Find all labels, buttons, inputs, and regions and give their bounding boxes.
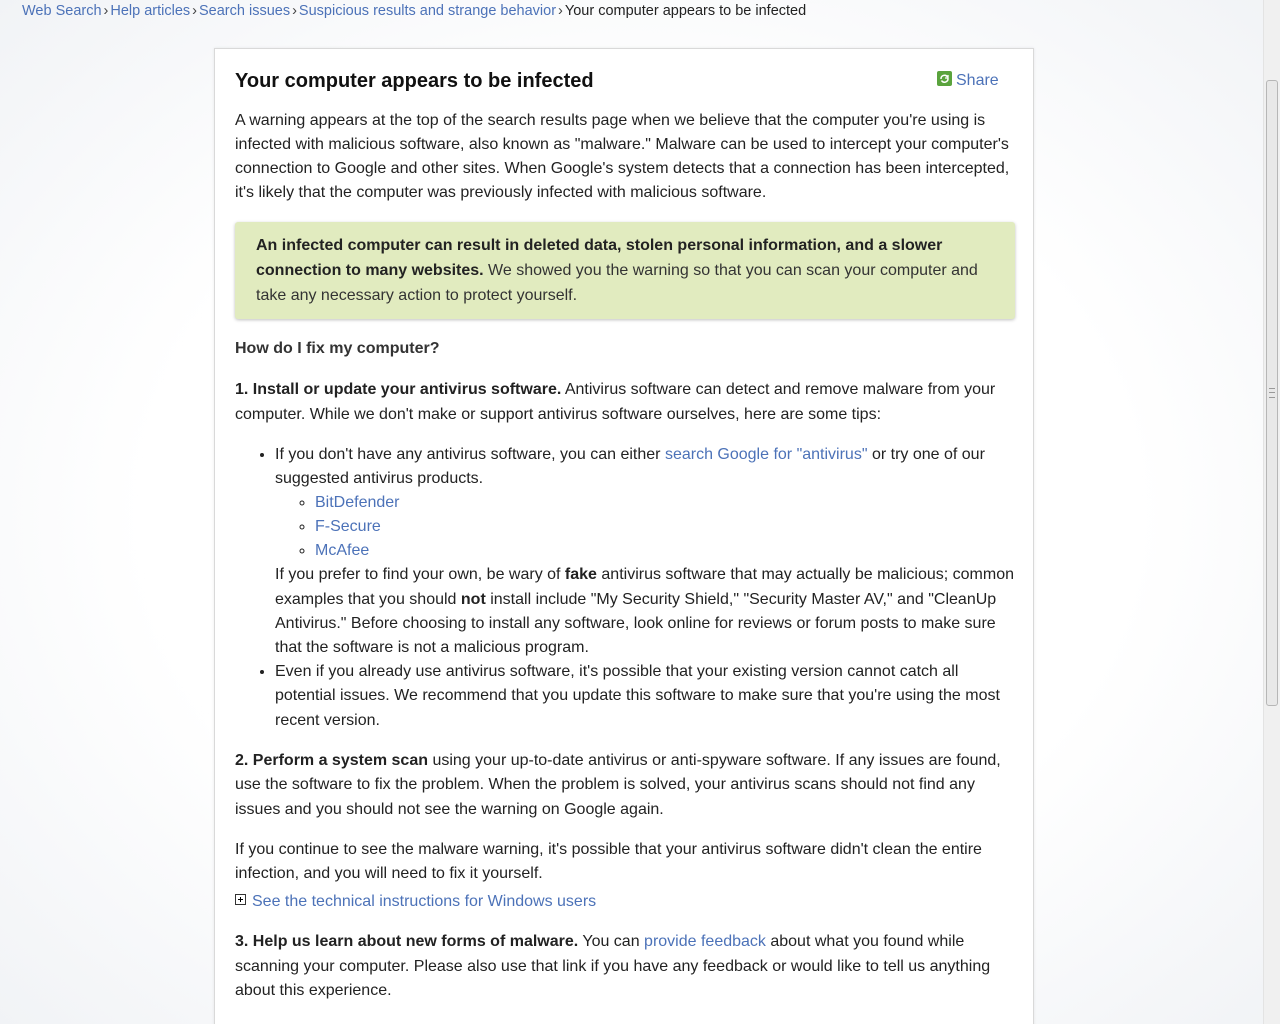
breadcrumb-link-suspicious-results[interactable]: Suspicious results and strange behavior bbox=[298, 3, 557, 19]
article-card bbox=[214, 48, 1034, 1024]
f-secure-link[interactable]: F-Secure bbox=[315, 518, 381, 536]
step-3-paragraph bbox=[235, 930, 1015, 1004]
intro-paragraph: A warning appears at the top of the search results page when we believe that the computer you're using is infected with malicious software, also known as "malware." Malware can be used to intercept your computer's connection to Google and other sites. When Google's system detects that a connection has been intercepted, it's likely that the computer was previously infected with malicious software. bbox=[235, 112, 1010, 201]
list-item: • Even if you already use antivirus software, it's possible that your existing version cannot catch all potential issues. We recommend that you update this software to make sure that you're using the most recent version. bbox=[275, 660, 1015, 733]
article-content bbox=[235, 109, 1015, 1020]
provide-feedback-link[interactable]: provide feedback bbox=[644, 933, 766, 951]
breadcrumb-separator: › bbox=[103, 3, 109, 19]
scrollbar-grip-icon bbox=[1269, 388, 1275, 398]
step-1-title: 1. Install or update your antivirus software. bbox=[235, 381, 562, 398]
step-3-post: about what you found while scanning your computer. Please also use that link if you have any feedback or would like to tell us anything about this experience. bbox=[235, 933, 991, 1000]
vertical-scrollbar[interactable] bbox=[1263, 0, 1280, 1024]
continue-paragraph: If you continue to see the malware warning, it's possible that your antivirus software didn't clean the entire infection, and you will need to fix it yourself. bbox=[235, 841, 982, 883]
step-3-pre: You can bbox=[578, 933, 645, 951]
fake-warning-text: If you prefer to find your own, be wary of bbox=[275, 566, 565, 584]
scrollbar-thumb[interactable] bbox=[1266, 80, 1278, 706]
step-1-paragraph bbox=[235, 378, 1015, 427]
step-3-title: 3. Help us learn about new forms of malware. bbox=[235, 933, 579, 951]
callout-bold-text: An infected computer can result in deleted data, stolen personal information, and a slower connection to many websites. bbox=[256, 237, 943, 279]
step-2-text: using your up-to-date antivirus or anti-spyware software. If any issues are found, use the software to fix the problem. When the problem is solved, your antivirus scans should not find any issues and you should not see the warning on Google again. bbox=[235, 751, 1001, 818]
expander-label: See the technical instructions for Windows users bbox=[252, 893, 597, 911]
search-antivirus-link[interactable]: search Google for "antivirus" bbox=[664, 446, 868, 463]
windows-instructions-expander[interactable] bbox=[235, 890, 1015, 914]
fake-warning-text: install include "My Security Shield," "Security Master AV," and "CleanUp Antivirus." Before choosing to install any software, look online for reviews or forum posts to make sure that the software is not a malicious program. bbox=[275, 590, 997, 657]
breadcrumb-link-web-search[interactable]: Web Search bbox=[22, 3, 102, 19]
breadcrumb-current: Your computer appears to be infected bbox=[564, 3, 807, 19]
breadcrumb-separator: › bbox=[192, 3, 197, 19]
page-title: Your computer appears to be infected bbox=[235, 70, 594, 92]
bullet-1-pre: If you don't have any antivirus software, you can either bbox=[275, 446, 665, 463]
share-icon bbox=[937, 71, 952, 86]
list-item bbox=[315, 539, 1015, 563]
warning-callout bbox=[235, 222, 1015, 319]
share-button[interactable] bbox=[937, 72, 999, 90]
step-2-title: 2. Perform a system scan bbox=[235, 751, 428, 769]
fake-bold: fake bbox=[564, 566, 597, 584]
fake-warning-text: antivirus software that may actually be malicious; common examples that you should bbox=[275, 566, 1015, 608]
tips-list bbox=[235, 443, 1015, 733]
antivirus-products-list bbox=[275, 491, 1015, 563]
bitdefender-link[interactable]: BitDefender bbox=[315, 494, 400, 512]
breadcrumb-separator: › bbox=[558, 3, 563, 19]
list-item bbox=[315, 515, 1015, 539]
list-item bbox=[275, 443, 1015, 660]
share-label: Share bbox=[956, 72, 999, 89]
plus-icon bbox=[235, 894, 246, 905]
not-bold: not bbox=[460, 590, 486, 608]
step-1-text: Antivirus software can detect and remove malware from your computer. While we don't make or support antivirus software ourselves, here are some tips: bbox=[235, 381, 996, 423]
bullet-1-post: or try one of our suggested antivirus products. bbox=[275, 446, 985, 488]
fix-heading: How do I fix my computer? bbox=[235, 340, 440, 357]
breadcrumb bbox=[22, 3, 806, 19]
callout-text: We showed you the warning so that you can scan your computer and take any necessary action to protect yourself. bbox=[256, 262, 978, 304]
list-item bbox=[315, 491, 1015, 515]
fake-antivirus-warning bbox=[275, 563, 1015, 660]
mcafee-link[interactable]: McAfee bbox=[315, 542, 370, 560]
breadcrumb-link-help-articles[interactable]: Help articles bbox=[110, 3, 191, 19]
step-2-paragraph bbox=[235, 749, 1015, 823]
breadcrumb-separator: › bbox=[292, 3, 297, 19]
breadcrumb-link-search-issues[interactable]: Search issues bbox=[199, 3, 291, 19]
